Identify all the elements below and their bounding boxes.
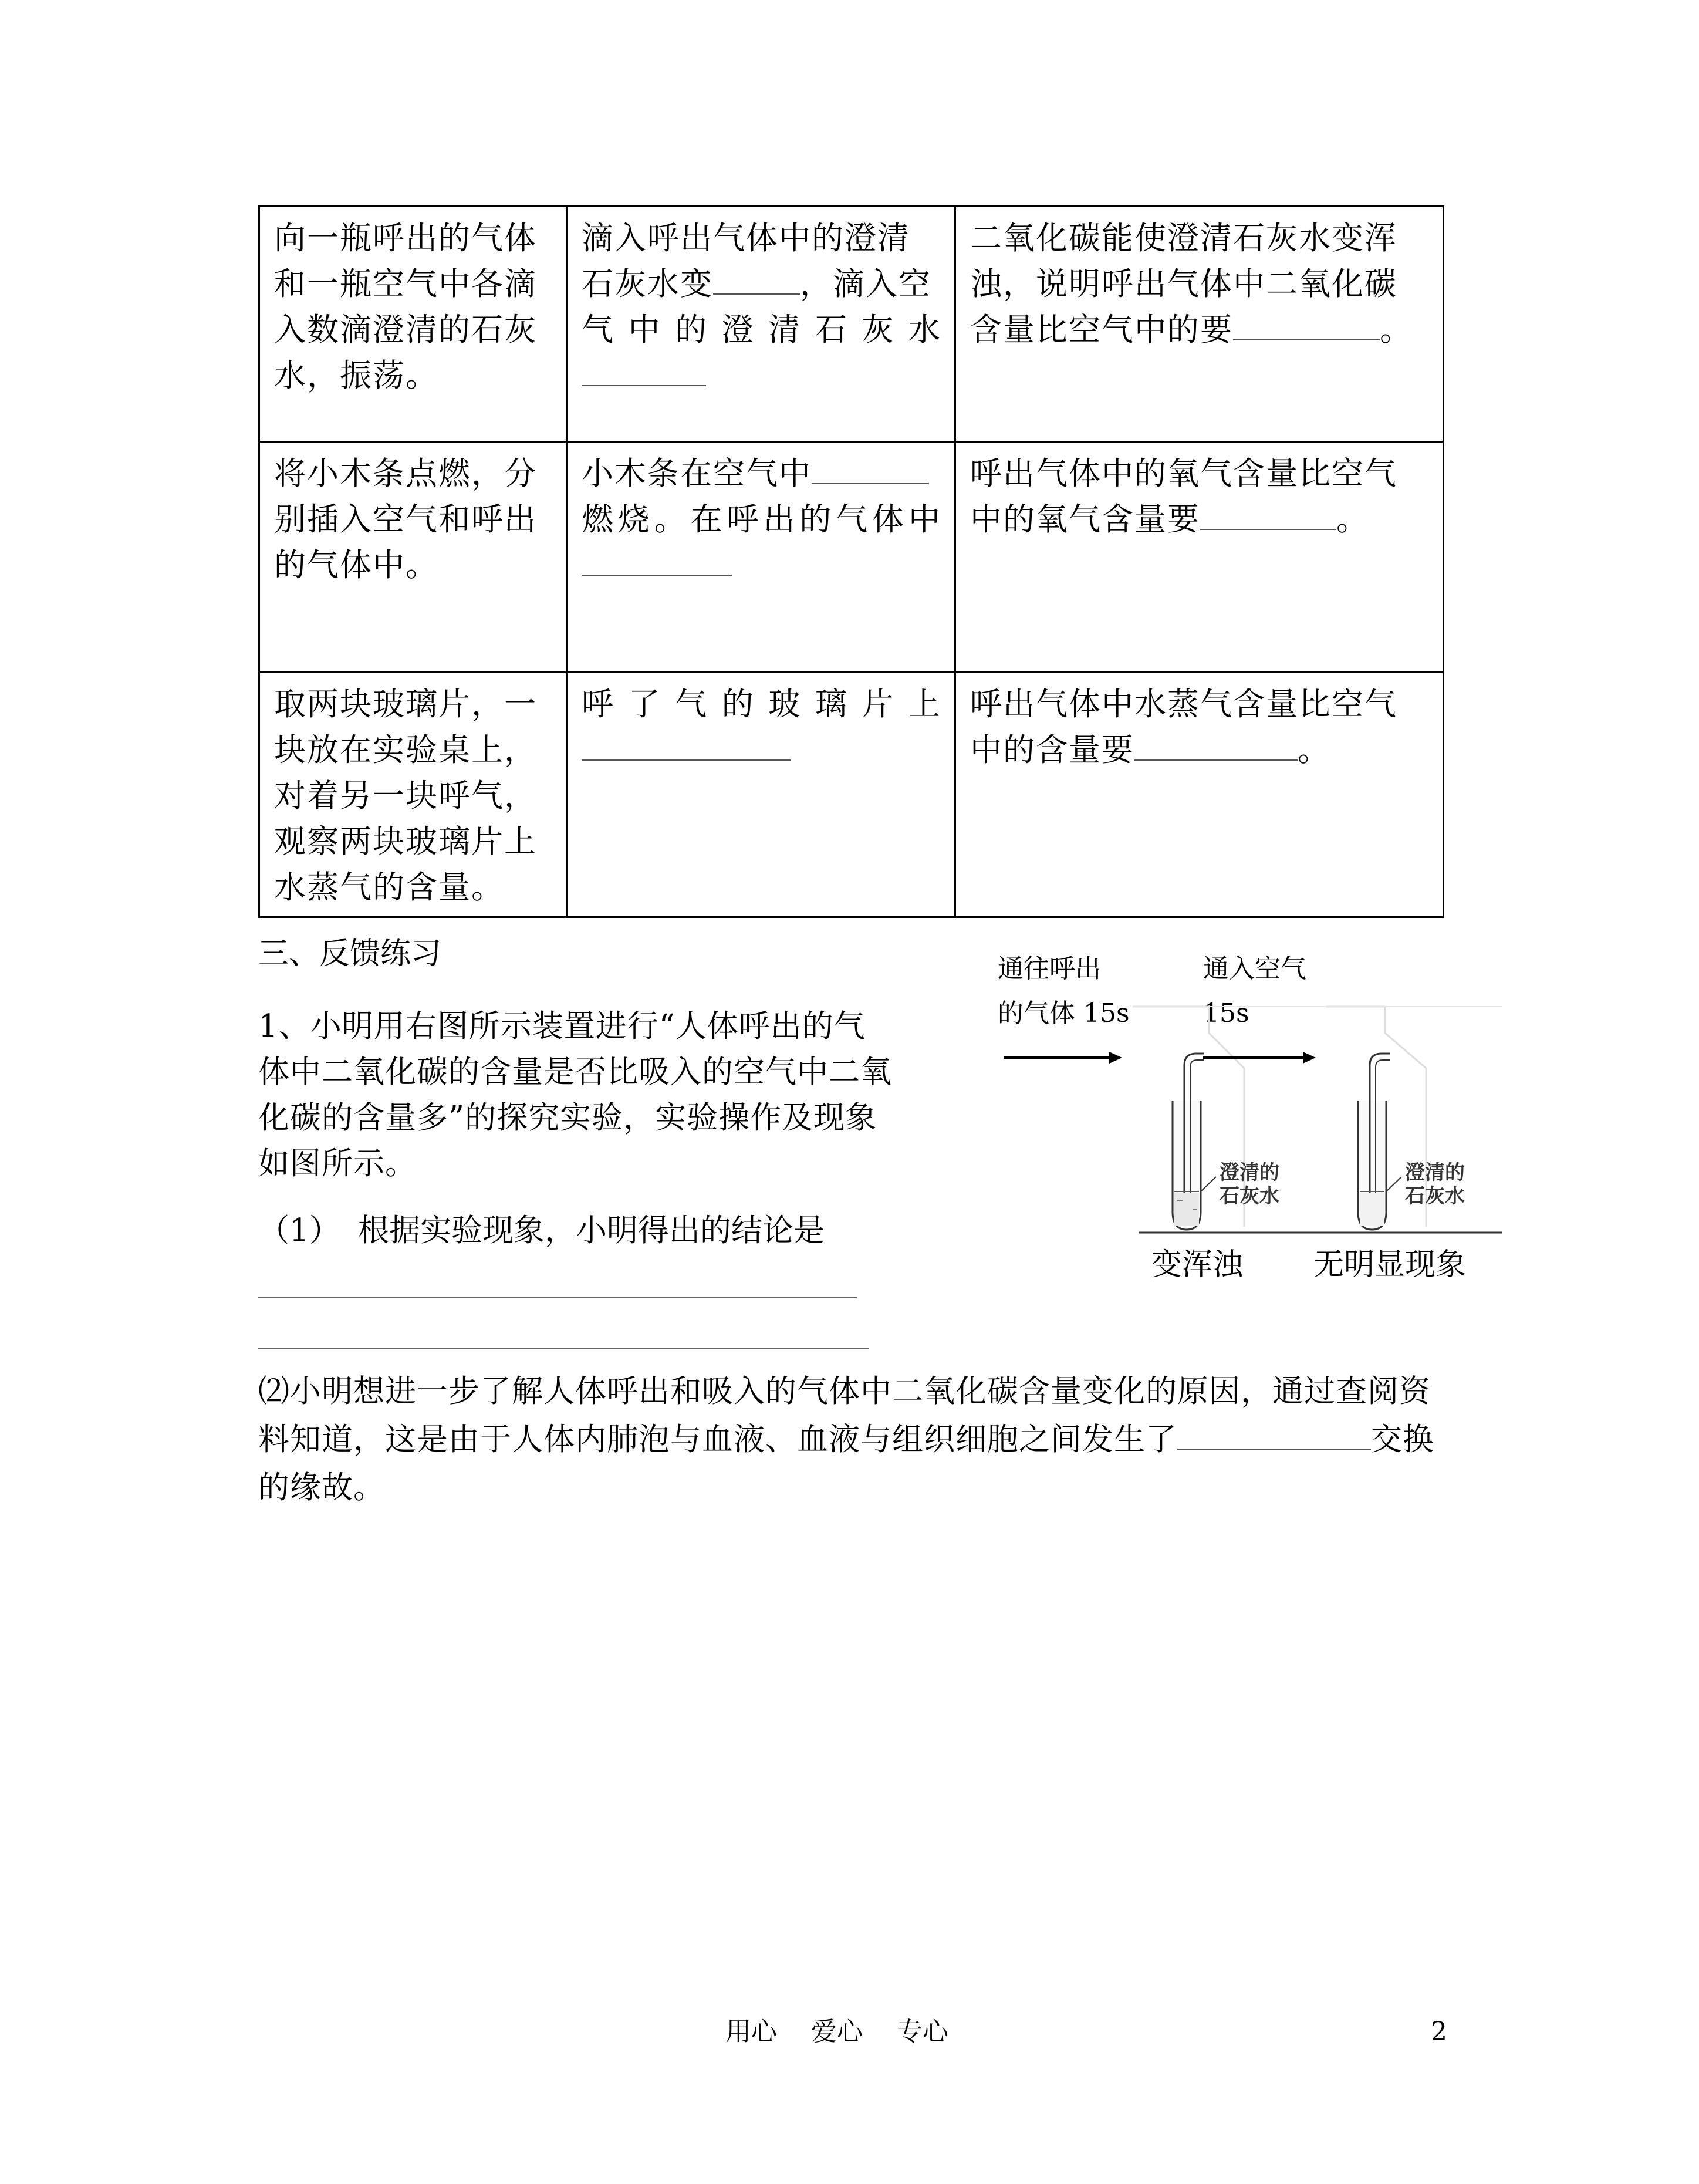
label-line: 石灰水 <box>1405 1184 1465 1208</box>
question-2-body: ⑵小明想进一步了解人体呼出和吸入的气体中二氧化碳含量变化的原因，通过查阅资料知道，这是由于人体内肺泡与血液、血液与组织细胞之间发生了 <box>258 1373 1431 1457</box>
cell-text: 小木条在空气中 <box>582 455 812 492</box>
table-cell-phenomenon <box>567 673 955 917</box>
fill-blank[interactable] <box>713 264 800 295</box>
caption-no-change: 无明显现象 <box>1313 1247 1467 1282</box>
page-number: 2 <box>1431 2017 1447 2047</box>
label-line: 石灰水 <box>1220 1184 1279 1208</box>
table-row <box>259 442 1444 673</box>
table-row <box>259 673 1444 917</box>
cell-text: 滴入呼出气体中的澄清石灰水变 <box>582 220 910 302</box>
cell-text: 。 <box>1298 731 1330 768</box>
table-cell-phenomenon <box>567 207 955 442</box>
label-line: 通往呼出 <box>998 954 1101 984</box>
test-tube-2 <box>1358 1054 1401 1230</box>
table-cell-conclusion <box>955 442 1444 673</box>
arrow-head <box>1109 1052 1122 1064</box>
fill-blank[interactable] <box>1134 730 1298 761</box>
cell-text: 呼出气体中水蒸气含量比空气中的含量要 <box>970 686 1397 768</box>
fill-blank[interactable] <box>1233 310 1380 340</box>
fill-blank[interactable] <box>1200 499 1336 530</box>
fill-blank[interactable] <box>1177 1419 1371 1450</box>
table-cell-operation <box>259 673 567 917</box>
table-cell-operation <box>259 207 567 442</box>
table-row <box>259 207 1444 442</box>
label-line: 的气体 15s <box>998 998 1130 1028</box>
fill-blank[interactable] <box>582 545 732 576</box>
tube-1-label <box>1220 1161 1279 1208</box>
arrow-head <box>1303 1052 1316 1064</box>
cell-text: 呼出气体中的氧气含量比空气中的氧气含量要 <box>970 455 1397 538</box>
fill-blank[interactable] <box>582 730 791 761</box>
fill-blank[interactable] <box>812 454 929 484</box>
label-line: 15s <box>1203 998 1249 1028</box>
fill-blank[interactable] <box>582 356 706 386</box>
label-line: 澄清的 <box>1220 1161 1279 1184</box>
table-cell-operation <box>259 442 567 673</box>
cell-text: ，滴入空 <box>800 265 931 302</box>
question-1-sub <box>258 1208 825 1254</box>
cell-text: 。 <box>1336 501 1369 538</box>
cell-text: 。 <box>1380 311 1413 348</box>
question-1-text: 1、小明用右图所示装置进行“人体呼出的气体中二氧化碳的含量是否比吸入的空气中二氧化碳的含量多”的探究实验，实验操作及现象如图所示。 <box>258 1008 892 1182</box>
answer-line[interactable] <box>258 1348 869 1349</box>
test-tube-1 <box>1173 1054 1216 1230</box>
experiment-figure <box>998 951 1502 1303</box>
table-cell-conclusion <box>955 673 1444 917</box>
question-2-tail: 交换的缘故。 <box>258 1422 1434 1505</box>
footer-item: 用心 <box>725 2017 777 2047</box>
cell-text: 二氧化碳能使澄清石灰水变浑浊，说明呼出气体中二氧化碳含量比空气中的要 <box>970 220 1397 348</box>
experiment-table <box>258 205 1444 918</box>
section-title: 三、反馈练习 <box>258 936 442 971</box>
sub-question-text: 根据实验现象，小明得出的结论是 <box>358 1213 825 1248</box>
sub-question-number: （1） <box>258 1213 340 1248</box>
table-cell-phenomenon <box>567 442 955 673</box>
cell-text: 取两块玻璃片，一块放在实验桌上，对着另一块呼气，观察两块玻璃片上水蒸气的含量。 <box>274 686 537 906</box>
cell-text: 燃烧。在呼出的气体中 <box>582 501 941 538</box>
footer-item: 专心 <box>897 2017 948 2047</box>
page-footer <box>725 2014 982 2050</box>
label-line: 通入空气 <box>1203 954 1306 984</box>
cell-text: 气中的澄清石灰水 <box>582 311 941 348</box>
caption-turbid: 变浑浊 <box>1151 1247 1244 1282</box>
question-2-text <box>258 1368 1444 1512</box>
cell-text: 呼了气的玻璃片上 <box>582 686 941 723</box>
cell-text: 向一瓶呼出的气体和一瓶空气中各滴入数滴澄清的石灰水，振荡。 <box>274 220 537 394</box>
table-cell-conclusion <box>955 207 1444 442</box>
cell-text: 将小木条点燃，分别插入空气和呼出的气体中。 <box>274 455 537 583</box>
tube-2-label <box>1405 1161 1465 1208</box>
answer-line[interactable] <box>258 1297 857 1298</box>
label-line: 澄清的 <box>1405 1161 1465 1184</box>
footer-item: 爱心 <box>811 2017 863 2047</box>
